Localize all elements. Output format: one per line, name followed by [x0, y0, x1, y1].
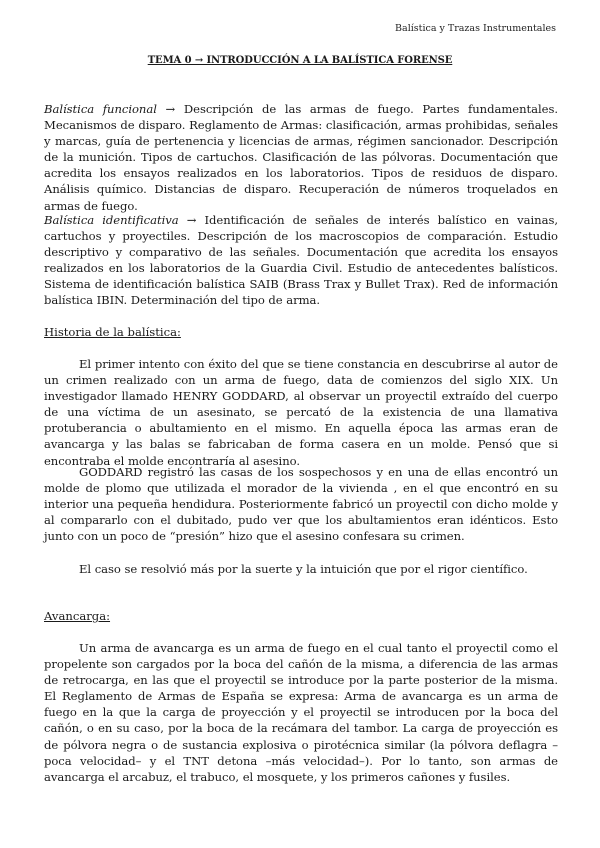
paragraph-identificativa: [44, 212, 558, 309]
historia-paragraph-2-wrap: [44, 464, 558, 544]
running-header: Balística y Trazas Instrumentales: [395, 23, 556, 34]
section-balistica-funcional: [44, 101, 558, 214]
historia-heading: Historia de la balística:: [44, 325, 181, 339]
avancarga-paragraph-wrap: [44, 640, 558, 785]
term-balistica-identificativa: Balística identificativa: [44, 213, 179, 227]
paragraph-funcional: [44, 101, 558, 214]
funcional-description: → Descripción de las armas de fuego. Partes fundamentales. Mecanismos de disparo. Reglamento de Armas: clasificación, armas prohibidas, señales y marcas, guía de pertenencia y licencias de armas, régimen sancionador. Descripción de la munición. Tipos de cartuchos. Clasificación de las pólvoras. Documentación que acredita los ensayos realizados en los laboratorios. Tipos de residuos de disparo. Análisis químico. Distancias de disparo. Recuperación de números troquelados en armas de fuego.: [44, 102, 558, 213]
section-balistica-identificativa: [44, 212, 558, 309]
identificativa-description: → Identificación de señales de interés balístico en vainas, cartuchos y proyectiles. Descripción de los macroscopios de comparación. Estudio descriptivo y comparativo de las señales. Documentación que acredita los ensayos realizados en los laboratorios de la Guardia Civil. Estudio de antecedentes balísticos. Sistema de identificación balística SAIB (Brass Trax y Bullet Trax). Red de información balística IBIN. Determinación del tipo de arma.: [44, 213, 558, 308]
avancarga-heading: Avancarga:: [44, 609, 111, 623]
historia-paragraph-1-wrap: [44, 356, 558, 469]
historia-paragraph-3: El caso se resolvió más por la suerte y la intuición que por el rigor científico.: [79, 562, 528, 576]
historia-paragraph-1: El primer intento con éxito del que se tiene constancia en descubrirse al autor de un crimen realizado con un arma de fuego, data de comienzos del siglo XIX. Un investigador llamado HENRY GODDARD, al observar un proyectil extraído del cuerpo de una víctima de un asesinato, se percató de la existencia de una llamativa protuberancia o abultamiento en el mismo. En aquella época las armas eran de avancarga y las balas se fabricaban de forma casera en un molde. Pensó que si encontraba el molde encontraría al asesino.: [44, 357, 558, 468]
avancarga-heading-wrap: [44, 608, 558, 624]
historia-paragraph-3-wrap: [44, 561, 558, 577]
document-title: TEMA 0 → INTRODUCCIÓN A LA BALÍSTICA FORENSE: [147, 55, 453, 66]
term-balistica-funcional: Balística funcional: [44, 102, 157, 116]
avancarga-paragraph-1: Un arma de avancarga es un arma de fuego en el cual tanto el proyectil como el propelente son cargados por la boca del cañón de la misma, a diferencia de las armas de retrocarga, en las que el proyectil se introduce por la parte posterior de la misma. El Reglamento de Armas de España se expresa: Arma de avancarga es un arma de fuego en la que la carga de proyección y el proyectil se introducen por la boca del cañón, o en su caso, por la boca de la recámara del tambor. La carga de proyección es de pólvora negra o de sustancia explosiva o pirotécnica similar (la pólvora deflagra –poca velocidad– y el TNT detona –más velocidad–). Por lo tanto, son armas de avancarga el arcabuz, el trabuco, el mosquete, y los primeros cañones y fusiles.: [44, 641, 558, 784]
historia-paragraph-2: GODDARD registró las casas de los sospechosos y en una de ellas encontró un molde de plomo que utilizada el morador de la vivienda , en el que encontró en su interior una pequeña hendidura. Posteriormente fabricó un proyectil con dicho molde y al compararlo con el dubitado, pudo ver que los abultamientos eran idénticos. Esto junto con un poco de “presión” hizo que el asesino confesara su crimen.: [44, 465, 558, 544]
historia-heading-wrap: [44, 324, 558, 340]
